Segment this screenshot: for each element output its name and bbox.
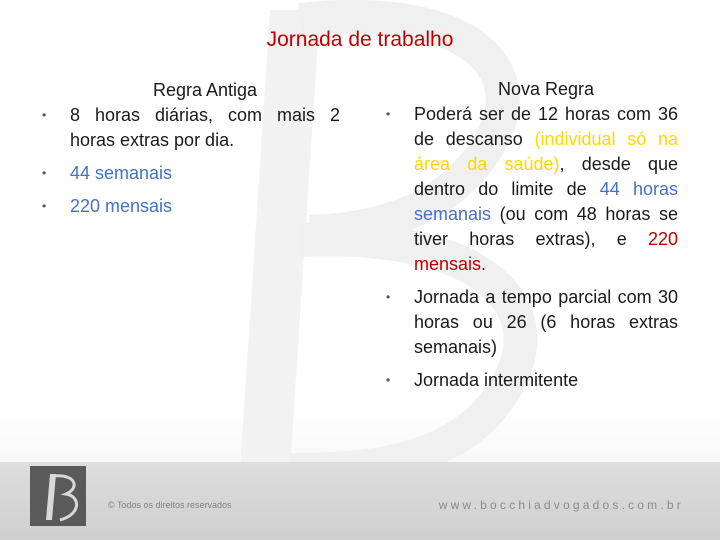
brand-logo-icon xyxy=(30,466,86,526)
old-rule-list xyxy=(42,103,340,219)
page-title: Jornada de trabalho xyxy=(266,28,454,51)
website-url: www.bocchiadvogados.com.br xyxy=(438,498,684,512)
list-item: • Jornada intermitente xyxy=(386,368,678,393)
list-item: • Poderá ser de 12 horas com 36 de descanso (individual só na área da saúde), desde que dentro do limite de 44 horas semanais (ou com 48 horas se tiver horas extras), e 220 mensais. xyxy=(386,104,679,274)
list-item: • 220 mensais xyxy=(42,194,340,219)
old-rule-column xyxy=(42,78,340,227)
bullet-icon: • xyxy=(386,373,391,387)
list-item: • 8 horas diárias, com mais 2 horas extras por dia. xyxy=(42,105,340,150)
bullet-icon: • xyxy=(42,199,47,213)
list-item: • Jornada a tempo parcial com 30 horas ou 26 (6 horas extras semanais) xyxy=(386,287,678,357)
new-rule-list xyxy=(386,102,678,393)
new-rule-heading: Nova Regra xyxy=(497,79,595,99)
bullet-icon: • xyxy=(386,290,391,304)
copyright-text: © Todos os direitos reservados xyxy=(108,500,232,510)
bullet-icon: • xyxy=(42,108,47,122)
old-rule-heading: Regra Antiga xyxy=(152,80,258,100)
list-item: • 44 semanais xyxy=(42,161,340,186)
bullet-icon: • xyxy=(42,166,47,180)
new-rule-column xyxy=(386,77,678,401)
bullet-icon: • xyxy=(386,107,391,121)
